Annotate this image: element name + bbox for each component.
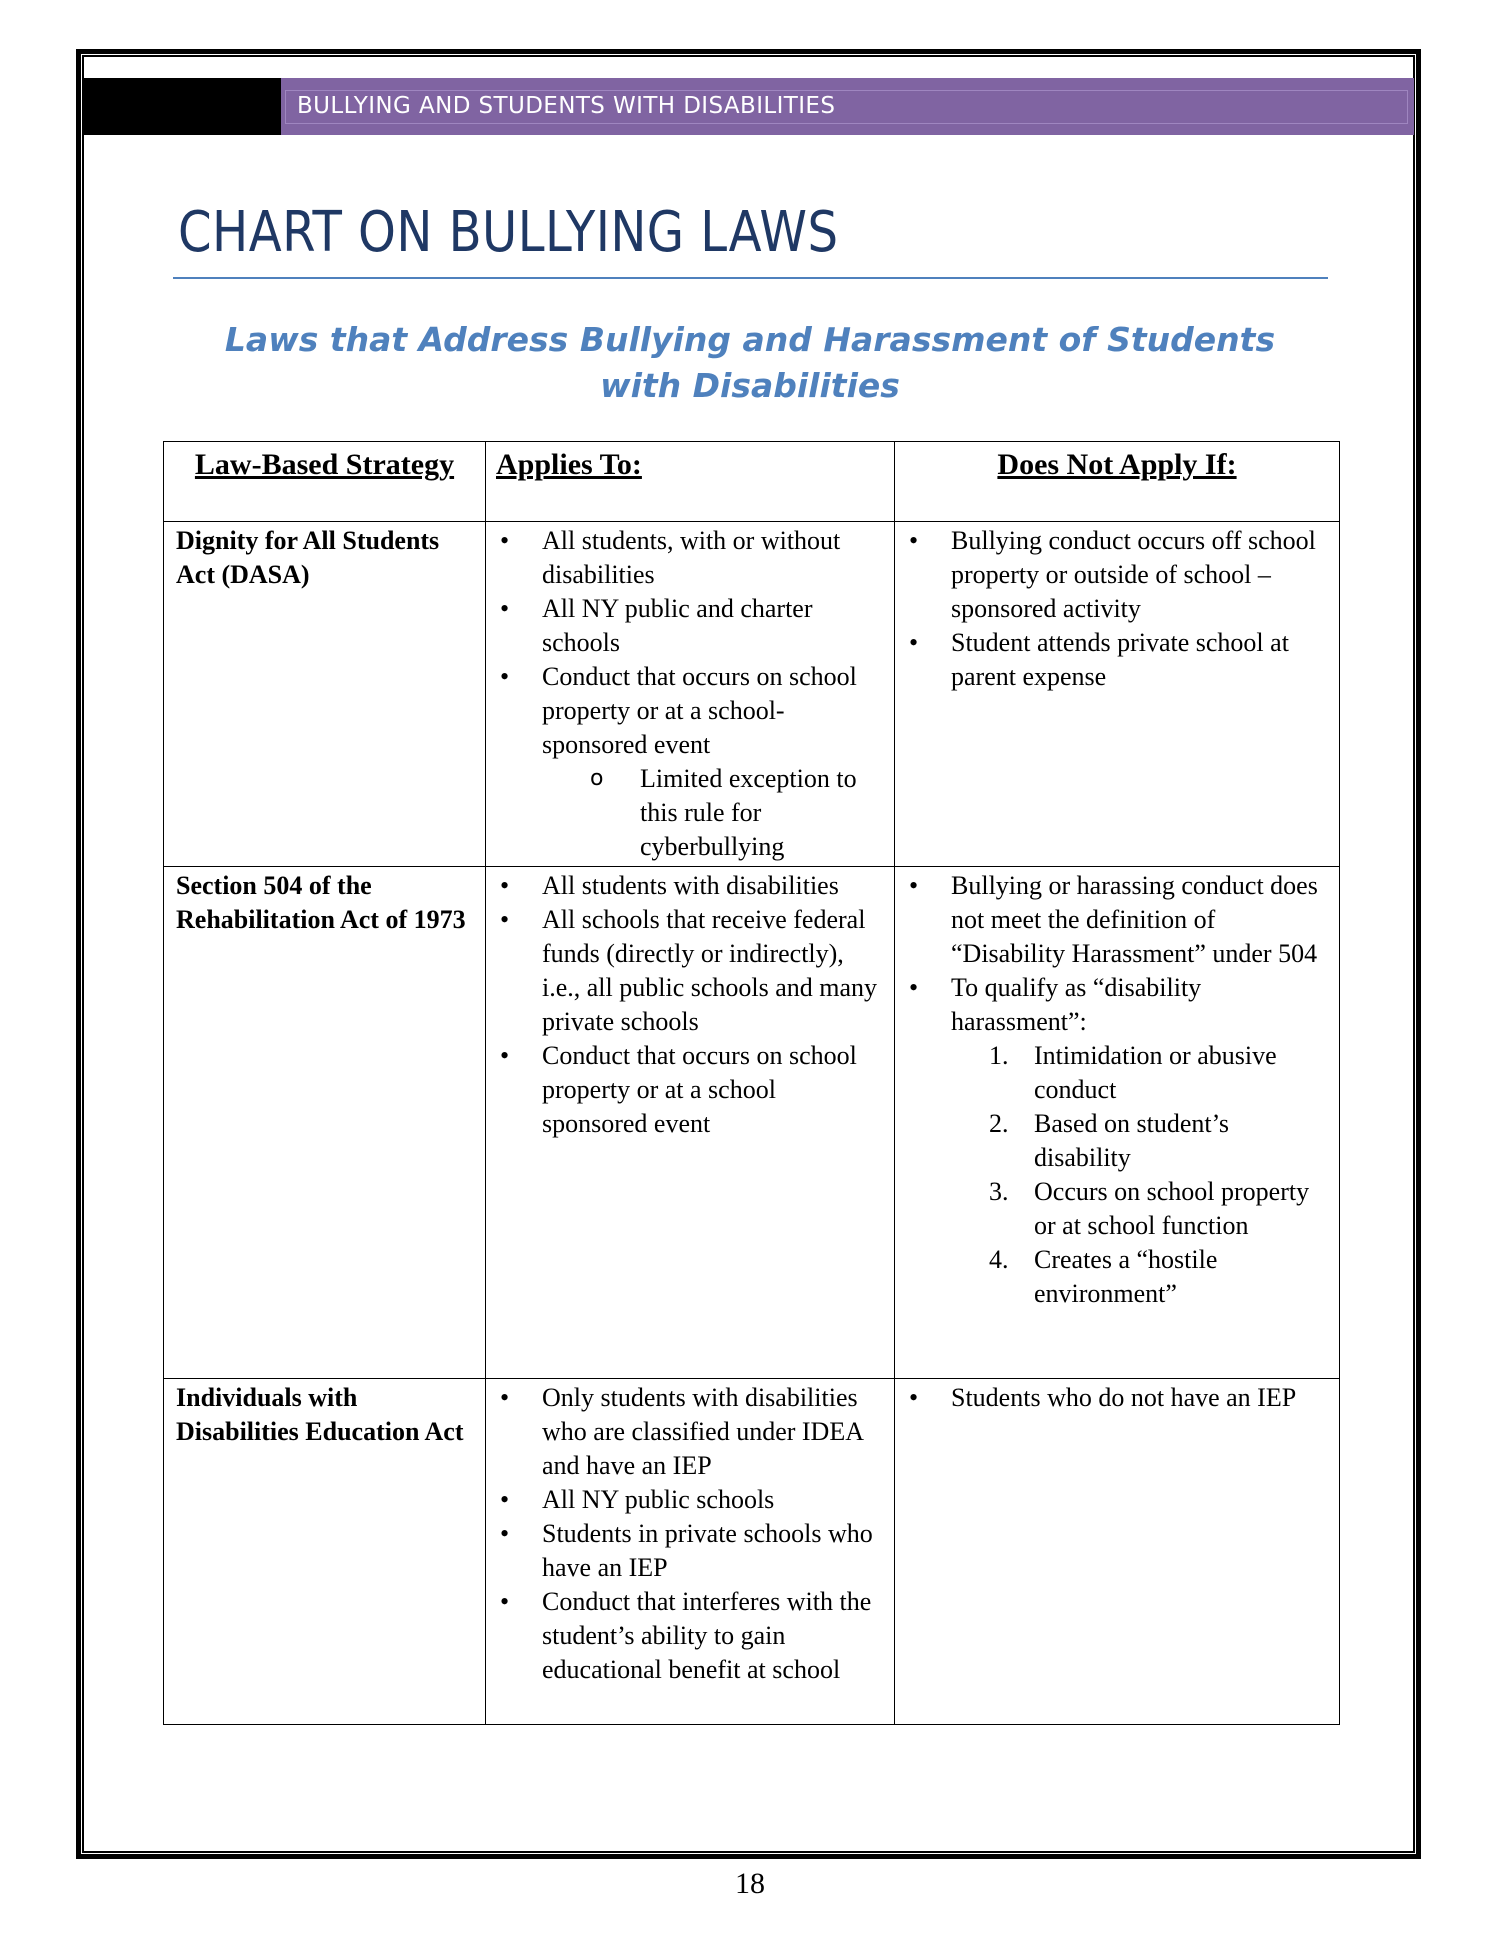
strategy-cell: Dignity for All Students Act (DASA) <box>164 522 486 867</box>
title-divider <box>173 277 1328 279</box>
list-item: • Student attends private school at parent expense <box>909 628 1289 691</box>
header-law-based-strategy: Law-Based Strategy <box>164 442 486 522</box>
list-item: • All schools that receive federal funds (directly or indirectly), i.e., all public schools and many private schools <box>500 905 878 1036</box>
header-applies-to: Applies To: <box>486 442 895 522</box>
header-does-not-apply-if: Does Not Apply If: <box>895 442 1340 522</box>
page-subtitle <box>150 317 1350 409</box>
list-item: • Only students with disabilities who are classified under IDEA and have an IEP <box>500 1383 863 1480</box>
list-item: • Conduct that interferes with the student’s ability to gain educational benefit at school <box>500 1587 872 1684</box>
applies-to-cell <box>486 522 895 867</box>
strategy-cell: Section 504 of the Rehabilitation Act of 1973 <box>164 867 486 1379</box>
list-item: • All NY public and charter schools <box>500 594 813 657</box>
list-item: • Bullying or harassing conduct does not meet the definition of “Disability Harassment” under 504 <box>909 871 1318 968</box>
strategy-cell: Individuals with Disabilities Education Act <box>164 1379 486 1725</box>
table-header-row <box>164 442 1340 522</box>
table-row <box>164 867 1340 1379</box>
applies-to-cell <box>486 867 895 1379</box>
list-item: • Students in private schools who have an IEP <box>500 1519 873 1582</box>
subtitle-line-1: Laws that Address Bullying and Harassment of Students <box>224 320 1276 359</box>
applies-to-cell <box>486 1379 895 1725</box>
list-item: • All students, with or without disabilities <box>500 526 841 589</box>
sub-list-item: o Limited exception to this rule for cyberbullying <box>590 764 857 861</box>
list-item: • All students with disabilities <box>500 871 839 900</box>
page-title: CHART ON BULLYING LAWS <box>178 200 839 265</box>
page-number: 18 <box>735 1867 765 1900</box>
list-item: • Conduct that occurs on school property or at a school sponsored event <box>500 1041 857 1138</box>
numbered-item: 1. Intimidation or abusive conduct <box>989 1041 1277 1104</box>
header-black-block <box>84 78 281 135</box>
header-band <box>281 78 1414 135</box>
list-item: • Bullying conduct occurs off school property or outside of school –sponsored activity <box>909 526 1316 623</box>
numbered-item: 3. Occurs on school property or at school function <box>989 1177 1310 1240</box>
list-item: • To qualify as “disability harassment”: 1. Intimidation or abusive conduct 2. Based on student’s disability 3. Occurs on school property or at school function 4. Creates a “hostile environment” <box>903 971 1331 1311</box>
list-item: • Conduct that occurs on school property or at a school-sponsored event o Limited exception to this rule for cyberbullying <box>494 660 886 864</box>
numbered-item: 4. Creates a “hostile environment” <box>989 1245 1218 1308</box>
running-title: BULLYING AND STUDENTS WITH DISABILITIES <box>297 93 836 119</box>
does-not-apply-cell <box>895 522 1340 867</box>
does-not-apply-cell <box>895 1379 1340 1725</box>
bullying-laws-table <box>163 441 1340 1725</box>
table-row <box>164 1379 1340 1725</box>
numbered-item: 2. Based on student’s disability <box>989 1109 1229 1172</box>
list-item: • All NY public schools <box>500 1485 775 1514</box>
subtitle-line-2: with Disabilities <box>600 366 900 405</box>
table-row <box>164 522 1340 867</box>
list-item: • Students who do not have an IEP <box>909 1383 1297 1412</box>
does-not-apply-cell <box>895 867 1340 1379</box>
